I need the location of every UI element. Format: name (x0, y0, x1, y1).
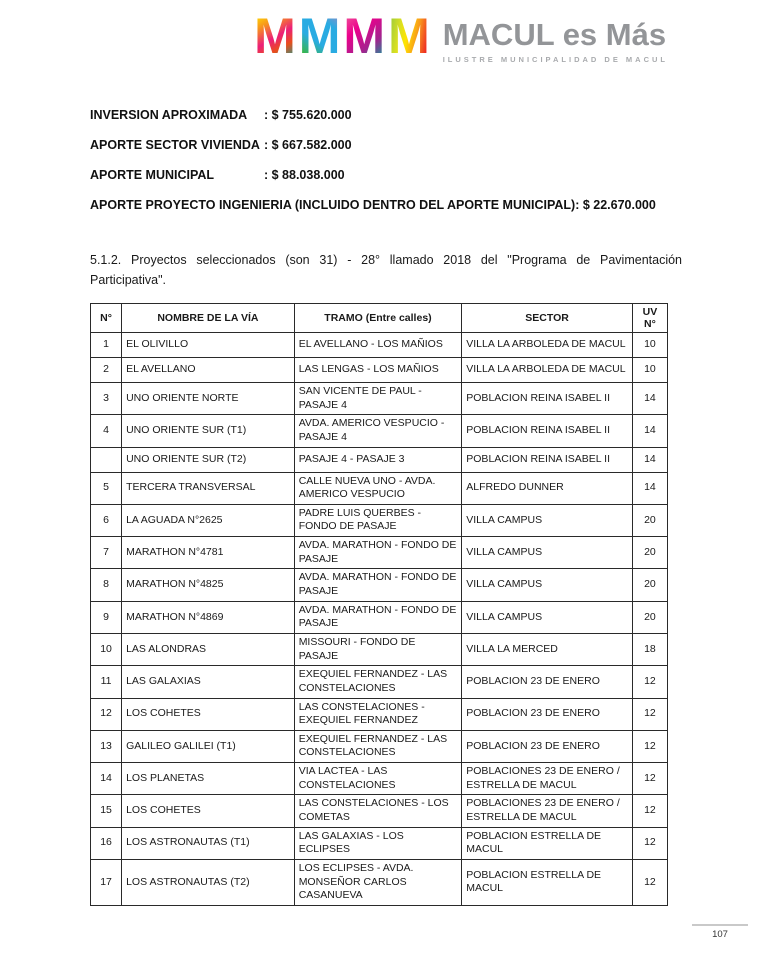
logo-subtitle-text: ILUSTRE MUNICIPALIDAD DE MACUL (442, 55, 668, 64)
footer-divider (692, 924, 748, 926)
table-cell: 13 (91, 730, 122, 762)
table-cell: VILLA CAMPUS (462, 537, 633, 569)
logo-letter-m-3: M (343, 8, 386, 64)
table-cell: UNO ORIENTE SUR (T2) (122, 447, 295, 472)
table-cell: 9 (91, 601, 122, 633)
table-cell: AVDA. MARATHON - FONDO DE PASAJE (294, 537, 462, 569)
column-header-4: UV N° (632, 304, 667, 333)
table-cell: POBLACION ESTRELLA DE MACUL (462, 859, 633, 905)
macul-logo-mmmm (254, 8, 430, 64)
table-cell: PADRE LUIS QUERBES - FONDO DE PASAJE (294, 504, 462, 536)
table-cell: 4 (91, 415, 122, 447)
table-row (91, 569, 668, 601)
table-cell: 17 (91, 859, 122, 905)
table-cell: 7 (91, 537, 122, 569)
table-cell: MISSOURI - FONDO DE PASAJE (294, 633, 462, 665)
table-cell: 14 (632, 383, 667, 415)
table-row (91, 415, 668, 447)
table-cell: CALLE NUEVA UNO - AVDA. AMERICO VESPUCIO (294, 472, 462, 504)
summary-value: : $ 88.038.000 (264, 168, 345, 182)
table-cell: GALILEO GALILEI (T1) (122, 730, 295, 762)
table-cell: AVDA. MARATHON - FONDO DE PASAJE (294, 601, 462, 633)
table-row (91, 447, 668, 472)
section-heading: 5.1.2. Proyectos seleccionados (son 31) - 28° llamado 2018 del "Programa de Pavimentación Participativa". (90, 253, 682, 287)
table-cell: LAS LENGAS - LOS MAÑIOS (294, 358, 462, 383)
column-header-2: TRAMO (Entre calles) (294, 304, 462, 333)
summary-value: : $ 755.620.000 (264, 108, 352, 122)
table-cell: POBLACION 23 DE ENERO (462, 666, 633, 698)
table-cell: 10 (91, 633, 122, 665)
table-row (91, 795, 668, 827)
table-cell: LAS CONSTELACIONES - LOS COMETAS (294, 795, 462, 827)
table-cell: 15 (91, 795, 122, 827)
table-cell: 8 (91, 569, 122, 601)
table-cell: 18 (632, 633, 667, 665)
table-cell: LOS ASTRONAUTAS (T2) (122, 859, 295, 905)
table-cell: MARATHON N°4781 (122, 537, 295, 569)
table-cell: POBLACIONES 23 DE ENERO / ESTRELLA DE MACUL (462, 763, 633, 795)
table-header-row (91, 304, 668, 333)
table-row (91, 358, 668, 383)
column-header-3: SECTOR (462, 304, 633, 333)
logo-wordmark (443, 19, 668, 64)
table-cell (91, 447, 122, 472)
summary-value: : $ 667.582.000 (264, 138, 352, 152)
table-cell: AVDA. MARATHON - FONDO DE PASAJE (294, 569, 462, 601)
logo-letter-m-4: M (388, 8, 430, 64)
table-cell: EL AVELLANO - LOS MAÑIOS (294, 333, 462, 358)
summary-label: APORTE SECTOR VIVIENDA (90, 138, 260, 152)
table-row (91, 601, 668, 633)
table-row (91, 383, 668, 415)
table-cell: POBLACION ESTRELLA DE MACUL (462, 827, 633, 859)
table-cell: 5 (91, 472, 122, 504)
table-cell: LOS COHETES (122, 698, 295, 730)
macul-logo (254, 8, 668, 64)
table-cell: 12 (91, 698, 122, 730)
table-cell: POBLACION 23 DE ENERO (462, 730, 633, 762)
table-cell: UNO ORIENTE SUR (T1) (122, 415, 295, 447)
table-cell: 12 (632, 698, 667, 730)
table-cell: PASAJE 4 - PASAJE 3 (294, 447, 462, 472)
table-cell: LOS PLANETAS (122, 763, 295, 795)
projects-table-head (91, 304, 668, 333)
table-cell: 12 (632, 859, 667, 905)
table-cell: EL OLIVILLO (122, 333, 295, 358)
table-cell: VILLA CAMPUS (462, 601, 633, 633)
investment-summary (90, 107, 690, 214)
table-cell: POBLACIONES 23 DE ENERO / ESTRELLA DE MACUL (462, 795, 633, 827)
table-cell: 14 (632, 447, 667, 472)
table-row (91, 472, 668, 504)
logo-letter-m-1: M (254, 8, 296, 64)
table-cell: LOS ECLIPSES - AVDA. MONSEÑOR CARLOS CASANUEVA (294, 859, 462, 905)
logo-brand-text: MACUL es Más (442, 17, 667, 52)
table-row (91, 698, 668, 730)
table-cell: VILLA CAMPUS (462, 569, 633, 601)
table-cell: LAS GALAXIAS - LOS ECLIPSES (294, 827, 462, 859)
table-cell: POBLACION 23 DE ENERO (462, 698, 633, 730)
table-cell: 12 (632, 763, 667, 795)
table-cell: 12 (632, 666, 667, 698)
table-cell: EXEQUIEL FERNANDEZ - LAS CONSTELACIONES (294, 730, 462, 762)
table-cell: 10 (632, 358, 667, 383)
table-cell: LAS GALAXIAS (122, 666, 295, 698)
table-cell: AVDA. AMERICO VESPUCIO - PASAJE 4 (294, 415, 462, 447)
table-cell: SAN VICENTE DE PAUL - PASAJE 4 (294, 383, 462, 415)
table-cell: 12 (632, 827, 667, 859)
table-cell: VILLA LA ARBOLEDA DE MACUL (462, 358, 633, 383)
table-cell: 11 (91, 666, 122, 698)
table-cell: 20 (632, 569, 667, 601)
table-row (91, 827, 668, 859)
table-cell: 12 (632, 795, 667, 827)
table-cell: 14 (632, 472, 667, 504)
table-cell: 16 (91, 827, 122, 859)
table-cell: VILLA LA ARBOLEDA DE MACUL (462, 333, 633, 358)
table-cell: 14 (91, 763, 122, 795)
table-cell: LAS ALONDRAS (122, 633, 295, 665)
table-row (91, 859, 668, 905)
summary-line-inversion (90, 107, 690, 124)
table-cell: POBLACION REINA ISABEL II (462, 447, 633, 472)
table-cell: 1 (91, 333, 122, 358)
table-row (91, 730, 668, 762)
table-cell: LOS ASTRONAUTAS (T1) (122, 827, 295, 859)
table-cell: ALFREDO DUNNER (462, 472, 633, 504)
table-row (91, 633, 668, 665)
table-cell: POBLACION REINA ISABEL II (462, 415, 633, 447)
table-cell: 3 (91, 383, 122, 415)
table-cell: 20 (632, 537, 667, 569)
logo-letter-m-2: M (298, 8, 341, 64)
summary-label: INVERSION APROXIMADA (90, 108, 248, 122)
summary-note-ingenieria: APORTE PROYECTO INGENIERIA (INCLUIDO DENTRO DEL APORTE MUNICIPAL): $ 22.670.000 (90, 198, 656, 212)
table-cell: LA AGUADA N°2625 (122, 504, 295, 536)
table-row (91, 763, 668, 795)
table-cell: VILLA LA MERCED (462, 633, 633, 665)
column-header-0: N° (91, 304, 122, 333)
table-row (91, 333, 668, 358)
table-cell: 20 (632, 504, 667, 536)
projects-table-body (91, 333, 668, 906)
table-cell: LAS CONSTELACIONES - EXEQUIEL FERNANDEZ (294, 698, 462, 730)
table-cell: 10 (632, 333, 667, 358)
page-number: 107 (712, 929, 728, 940)
table-cell: 14 (632, 415, 667, 447)
table-row (91, 504, 668, 536)
table-cell: VIA LACTEA - LAS CONSTELACIONES (294, 763, 462, 795)
projects-table (90, 303, 668, 906)
table-row (91, 666, 668, 698)
table-cell: LOS COHETES (122, 795, 295, 827)
column-header-1: NOMBRE DE LA VÍA (122, 304, 295, 333)
table-cell: EL AVELLANO (122, 358, 295, 383)
table-cell: 2 (91, 358, 122, 383)
table-cell: 12 (632, 730, 667, 762)
page-footer (692, 924, 748, 940)
summary-line-sector-vivienda (90, 137, 690, 154)
table-row (91, 537, 668, 569)
table-cell: VILLA CAMPUS (462, 504, 633, 536)
table-cell: TERCERA TRANSVERSAL (122, 472, 295, 504)
table-cell: POBLACION REINA ISABEL II (462, 383, 633, 415)
summary-label: APORTE MUNICIPAL (90, 168, 215, 182)
table-cell: MARATHON N°4869 (122, 601, 295, 633)
table-cell: EXEQUIEL FERNANDEZ - LAS CONSTELACIONES (294, 666, 462, 698)
table-cell: MARATHON N°4825 (122, 569, 295, 601)
summary-line-municipal (90, 167, 690, 184)
table-cell: 6 (91, 504, 122, 536)
table-cell: 20 (632, 601, 667, 633)
table-cell: UNO ORIENTE NORTE (122, 383, 295, 415)
